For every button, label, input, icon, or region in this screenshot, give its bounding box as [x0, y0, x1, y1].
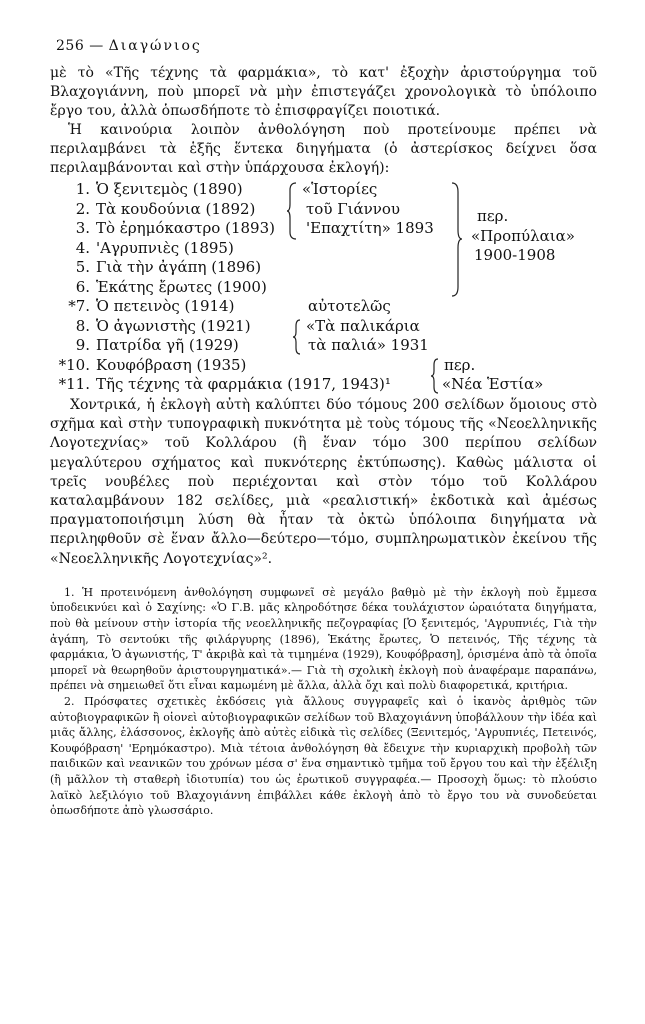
story-list: [50, 180, 597, 394]
story-item: *7. Ὁ πετεινὸς (1914): [68, 297, 235, 315]
footnotes: [50, 585, 597, 819]
page-number: 256: [56, 38, 85, 54]
story-item: 4. 'Αγρυπνιὲς (1895): [75, 238, 234, 257]
source-istories-line2: τοῦ Γιάννου: [306, 199, 401, 218]
story-item: 8. Ὁ ἀγωνιστὴς (1921): [75, 316, 251, 335]
brace-palikaria: [292, 319, 302, 355]
story-item: 9. Πατρίδα γῆ (1929): [75, 336, 239, 354]
story-item: *11. Τῆς τέχνης τὰ φαρμάκια (1917, 1943)¹: [58, 375, 391, 393]
story-item: *10. Κουφόβραση (1935): [58, 355, 247, 374]
brace-left-istories: [286, 182, 298, 240]
source-palikaria-line1: «Τὰ παλικάρια: [306, 316, 420, 335]
story-item: 5. Γιὰ τὴν ἀγάπη (1896): [75, 258, 262, 276]
source-propylaia: «Προπύλαια»: [471, 227, 575, 245]
running-title: Διαγώνιος: [108, 38, 202, 54]
source-istories-line3: 'Επαχτίτη» 1893: [306, 219, 434, 237]
footnote-2: 2. Πρόσφατες σχετικὲς ἐκδόσεις γιὰ ἄλλους συγγραφεῖς καὶ ὁ ἱκανὸς ἀριθμὸς τῶν αὐτοβιογραφικῶν ἢ οἱονεὶ αὐτοβιογραφικῶν σελίδων τοῦ Βλαχογιάννη ὑποβάλλουν τὴν ἰδέα καὶ μιᾶς ἄλλης, ἐλάσσονος, ἐκλογῆς ἀπὸ αὐτὲς εἰδικὰ τὶς σελίδες (Ξενιτεμός, 'Αγρυπνιές, Πετεινός, Κουφόβραση' 'Ερημόκαστρο). Μιὰ τέτοια ἀνθολόγηση θὰ ἔδειχνε τὴν κυριαρχικὴ προβολὴ τῶν παιδικῶν καὶ νεανικῶν του χρόνων μέσα σ' ἕνα σημαντικὸ τμῆμα τοῦ ἔργου του καὶ τὴν ἐξέλιξη (ἢ μᾶλλον τὴ σταθερὴ ἰδιοτυπία) του ὡς ἐρωτικοῦ συγγραφέα.— Προσοχὴ ὅμως: τὸ πλούσιο λαϊκὸ λεξιλόγιο τοῦ Βλαχογιάννη ἐπιβάλλει κάθε ἐκλογὴ ἀπὸ τὸ ἔργο του νὰ συνοδεύεται ὁπωσδήποτε ἀπὸ γλωσσάριο.: [50, 694, 597, 818]
header-dash: —: [89, 38, 104, 54]
story-item: 1. Ὁ ξενιτεμὸς (1890): [75, 180, 243, 198]
intro-paragraph: μὲ τὸ «Τῆς τέχνης τὰ φαρμάκια», τὸ κατ' ἐξοχὴν ἀριστούργημα τοῦ Βλαχογιάννη, ποὺ μπορεῖ νὰ μὴν ἐπιστεγάζει χρονολογικὰ τὸ ὑπόλοιπο ἔργο του, ἀλλὰ ὁπωσδήποτε τὸ ἐπισφραγίζει ποιοτικά.: [50, 65, 597, 119]
body-paragraph: Χοντρικά, ἡ ἐκλογὴ αὐτὴ καλύπτει δύο τόμους 200 σελίδων ὅμοιους στὸ σχῆμα καὶ στὴν τυπογραφικὴ πυκνότητα μὲ τοὺς τόμους τῆς «Νεοελληνικῆς Λογοτεχνίας» τοῦ Κολλάρου (ἢ ἕναν τόμο 300 περίπου σελίδων μεγαλύτερου σχήματος καὶ πυκνότερης ἐκτύπωσης). Καθὼς μάλιστα οἱ τρεῖς νουβέλες ποὺ περιέχονται καὶ στὸν τόμο τοῦ Κολλάρου καταλαμβάνουν 182 σελίδες, μιὰ «ρεαλιστική» ἐκδοτικὰ καὶ ἀμέσως πραγματοποιήσιμη λύση θὰ ἦταν τὰ ὀκτὼ ὑπόλοιπα διηγήματα νὰ περιληφθοῦν σὲ ἕναν ἄλλο—δεύτερο—τόμο, συμπληρωματικὸν ἐκείνου τῆς «Νεοελληνικῆς Λογοτεχνίας»².: [50, 397, 597, 567]
source-autotelos: αὐτοτελῶς: [308, 297, 391, 315]
source-istories-line1: «Ἱστορίες: [302, 180, 378, 198]
story-item: 3. Τὸ ἐρημόκαστρο (1893): [75, 219, 275, 237]
source-per-1: περ.: [477, 207, 509, 225]
source-nea-estia: «Νέα Ἑστία»: [442, 375, 544, 393]
source-palikaria-line2: τὰ παλιά» 1931: [308, 336, 429, 354]
brace-propylaia: [450, 182, 464, 298]
running-header: [56, 38, 597, 64]
source-propylaia-years: 1900-1908: [474, 246, 556, 264]
selection-paragraph: Ἡ καινούρια λοιπὸν ἀνθολόγηση ποὺ προτείνουμε πρέπει νὰ περιλαμβάνει τὰ ἑξῆς ἕντεκα διηγήματα (ὁ ἀστερίσκος δείχνει ὅσα περιλαμβάνονται καὶ στὴν ὑπάρχουσα ἐκλογή):: [50, 122, 597, 176]
footnote-1: 1. Ἡ προτεινόμενη ἀνθολόγηση συμφωνεῖ σὲ μεγάλο βαθμὸ μὲ τὴν ἐκλογὴ ποὺ ἔμμεσα ὑποδεικνύει καὶ ὁ Σαχίνης: «Ὁ Γ.Β. μᾶς κληροδότησε δέκα τουλάχιστον ὡραιότατα διηγήματα, ποὺ θὰ μείνουν στὴν ἱστορία τῆς νεοελληνικῆς πεζογραφίας [Ὁ ξενιτεμός, 'Αγρυπνιές, Γιὰ τὴν ἀγάπη, Τὸ σεντούκι τῆς φιλάργυρης (1896), Ἑκάτης ἔρωτες, Ὁ πετεινός, Τῆς τέχνης τὰ φαρμάκια, Ὁ ἀγωνιστής, Τ' ἀκριβὰ καὶ τὰ τιμημένα (1929), Κουφόβραση], ὁρισμένα ἀπὸ τὰ ὁποῖα μπορεῖ νὰ θεωρηθοῦν ἀριστουργηματικά».— Γιὰ τὴ σχολικὴ ἐκλογὴ ποὺ ἀναφέραμε παραπάνω, πρέπει νὰ σημειωθεῖ ὅτι εἶναι καμωμένη μὲ ἄλλα, ἀλλὰ ὄχι καὶ πολὺ διαφορετικά, κριτήρια.: [50, 585, 597, 693]
story-item: 6. Ἑκάτης ἔρωτες (1900): [75, 277, 267, 296]
brace-nea-estia: [430, 358, 440, 394]
story-item: 2. Τὰ κουδούνια (1892): [75, 199, 256, 218]
source-per-2: περ.: [444, 355, 476, 374]
